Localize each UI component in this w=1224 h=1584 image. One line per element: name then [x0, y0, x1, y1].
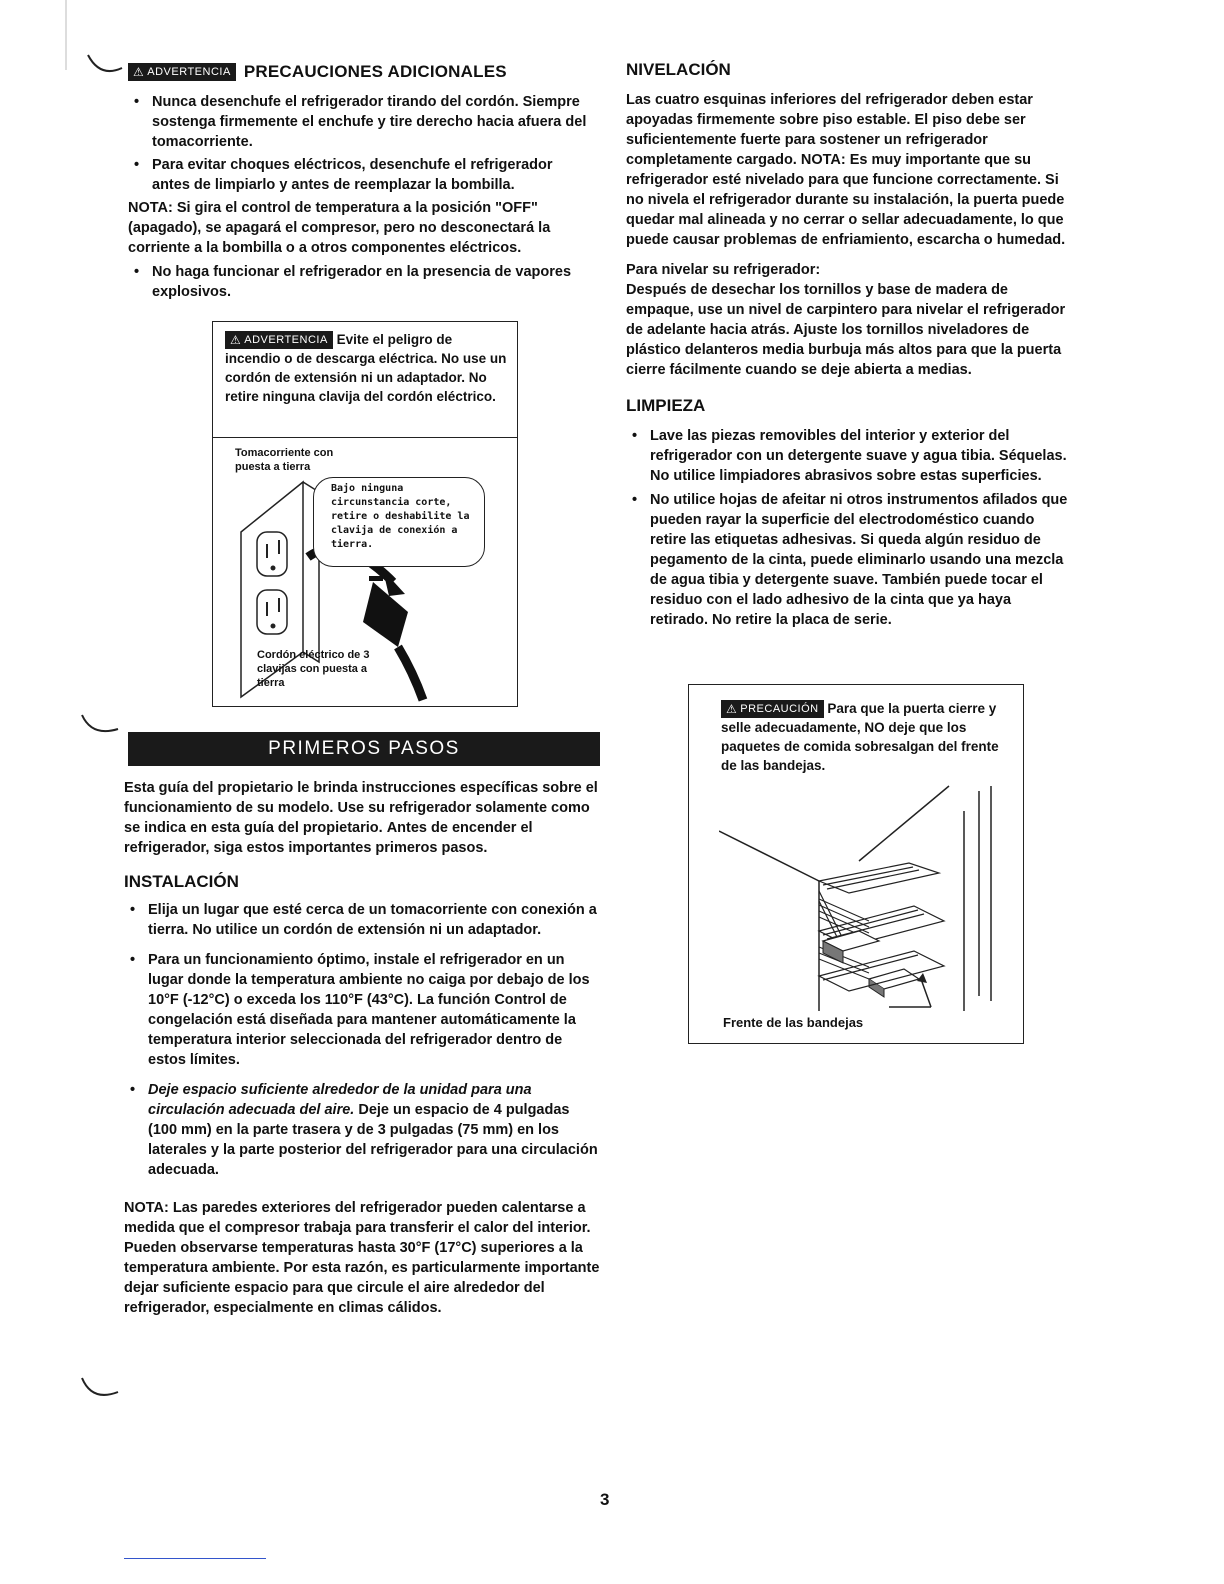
leveling-subheading: Para nivelar su refrigerador: — [626, 262, 821, 278]
shelf-illustration — [719, 781, 1009, 1011]
list-item: • No haga funcionar el refrigerador en la presencia de vapores explosivos. — [128, 262, 588, 302]
shelf-front-label: Frente de las bandejas — [723, 1015, 864, 1030]
electrical-warning-box — [212, 321, 518, 707]
nota-1: NOTA: Si gira el control de temperatura a la posición "OFF" (apagado), se apagará el compresor, pero no desconectará la corriente a la bombilla o a otros componentes eléctricos. — [128, 200, 551, 256]
binder-mark-mid — [78, 705, 128, 745]
list-item: • Elija un lugar que esté cerca de un tomacorriente con conexión a tierra. No utilice un cordón de extensión ni un adaptador. — [124, 900, 602, 940]
primeros-pasos-banner: PRIMEROS PASOS — [128, 732, 600, 766]
precautions-heading: ⚠ ADVERTENCIA PRECAUCIONES ADICIONALES — [128, 62, 588, 82]
warning-badge: ⚠ ADVERTENCIA — [225, 331, 333, 349]
shelf-caution-box — [688, 684, 1024, 1044]
caution-text: ⚠ PRECAUCIÓN Para que la puerta cierre y selle adecuadamente, NO deje que los paquetes de comida sobresalgan del frente de las bandejas. — [721, 701, 999, 773]
intro-paragraph: Esta guía del propietario le brinda instrucciones específicas sobre el funcionamiento de su modelo. Use su refrigerador solamente como se indica en esta guía del propietario. Antes de encender el refrigerador, siga estos importantes primeros pasos. — [124, 780, 598, 856]
cord-label: Cordón eléctrico de 3 clavijas con puesta a tierra — [257, 649, 370, 689]
installation-heading: INSTALACIÓN — [124, 872, 239, 891]
list-item: • Deje espacio suficiente alrededor de la unidad para una circulación adecuada del aire. Deje un espacio de 4 pulgadas (100 mm) en la parte trasera y de 3 pulgadas (75 mm) en los laterales y la parte posterior del refrigerador para una circulación adecuada. — [124, 1080, 602, 1180]
leveling-paragraph: Las cuatro esquinas inferiores del refrigerador deben estar apoyadas firmemente sobre piso estable. El piso debe ser suficientemente fuerte para sostener un refrigerador completamente cargado. NOTA: Es muy importante que su refrigerador esté nivelado para que funcione correctamente. Si no nivela el refrigerador durante su instalación, la puerta puede quedar mal alineada y no cerrar o sellar adecuadamente, lo que puede causar problemas de enfriamiento, escarcha o humedad. — [626, 92, 1066, 248]
footer-rule — [124, 1558, 266, 1559]
cleaning-list — [626, 426, 1072, 630]
page-number: 3 — [600, 1490, 610, 1509]
list-item: • Lave las piezas removibles del interior y exterior del refrigerador con un detergente suave y agua tibia. Séquelas. No utilice limpiadores abrasivos sobre estas superficies. — [626, 426, 1072, 486]
precautions-list — [128, 92, 588, 195]
outlet-label: Tomacorriente con puesta a tierra — [235, 447, 334, 473]
list-item: • Para evitar choques eléctricos, desenchufe el refrigerador antes de limpiarlo y antes de reemplazar la bombilla. — [128, 155, 588, 195]
list-item: • Para un funcionamiento óptimo, instale el refrigerador en un lugar donde la temperatura ambiente no caiga por debajo de los 10°F (-12°C) o exceda los 110°F (43°C). La función Control de congelación está diseñada para mantener automáticamente la temperatura interior seleccionada del refrigerador dentro de estos límites. — [124, 950, 602, 1070]
precautions-list-2 — [128, 262, 588, 302]
nota-2: NOTA: Las paredes exteriores del refrigerador pueden calentarse a medida que el compresor trabaja para transferir el calor del interior. Pueden observarse temperaturas hasta 30°F (17°C) superiores a la temperatura ambiente. Por esta razón, es particularmente importante dejar suficiente espacio para que circule el aire alrededor del refrigerador, especialmente en climas cálidos. — [124, 1200, 600, 1316]
warning-box-text: ⚠ ADVERTENCIA Evite el peligro de incendio o de descarga eléctrica. No use un cordón de extensión ni un adaptador. No retire ninguna clavija del cordón eléctrico. — [225, 332, 507, 404]
left-column — [128, 62, 588, 305]
warning-badge: ⚠ ADVERTENCIA — [128, 63, 236, 81]
leveling-instructions: Después de desechar los tornillos y base de madera de empaque, use un nivel de carpintero para nivelar el refrigerador de adelante hacia atrás. Ajuste los tornillos niveladores de plástico delanteros media burbuja más altos para que la puerta cierre fácilmente cuando se deje abierta a medias. — [626, 282, 1066, 378]
left-column-lower — [124, 778, 602, 1318]
list-item: • Nunca desenchufe el refrigerador tirando del cordón. Siempre sostenga firmemente el enchufe y tire derecho hacia afuera del tomacorriente. — [128, 92, 588, 152]
list-item: • No utilice hojas de afeitar ni otros instrumentos afilados que pueden rayar la superficie del electrodoméstico cuando retire las etiquetas adhesivas. Si queda algún residuo de pegamento de la cinta, puede eliminarlo usando una mezcla de agua tibia y detergente suave. También puede tocar el residuo con el lado adhesivo de la cinta que ya haya retirado. No retire la placa de serie. — [626, 490, 1072, 630]
divider — [213, 437, 517, 438]
warning-triangle-icon: ⚠ — [230, 333, 242, 347]
binder-mark-top — [60, 0, 130, 90]
caution-badge: ⚠ PRECAUCIÓN — [721, 700, 824, 718]
binder-mark-bottom — [78, 1370, 128, 1410]
warning-triangle-icon: ⚠ — [726, 702, 738, 716]
callout-text: Bajo ninguna circunstancia corte, retire o deshabilite la clavija de conexión a tierra. — [331, 483, 470, 550]
installation-list — [124, 900, 602, 1180]
leveling-heading: NIVELACIÓN — [626, 60, 731, 79]
right-column — [626, 60, 1072, 633]
cleaning-heading: LIMPIEZA — [626, 396, 706, 415]
warning-triangle-icon: ⚠ — [133, 65, 145, 79]
